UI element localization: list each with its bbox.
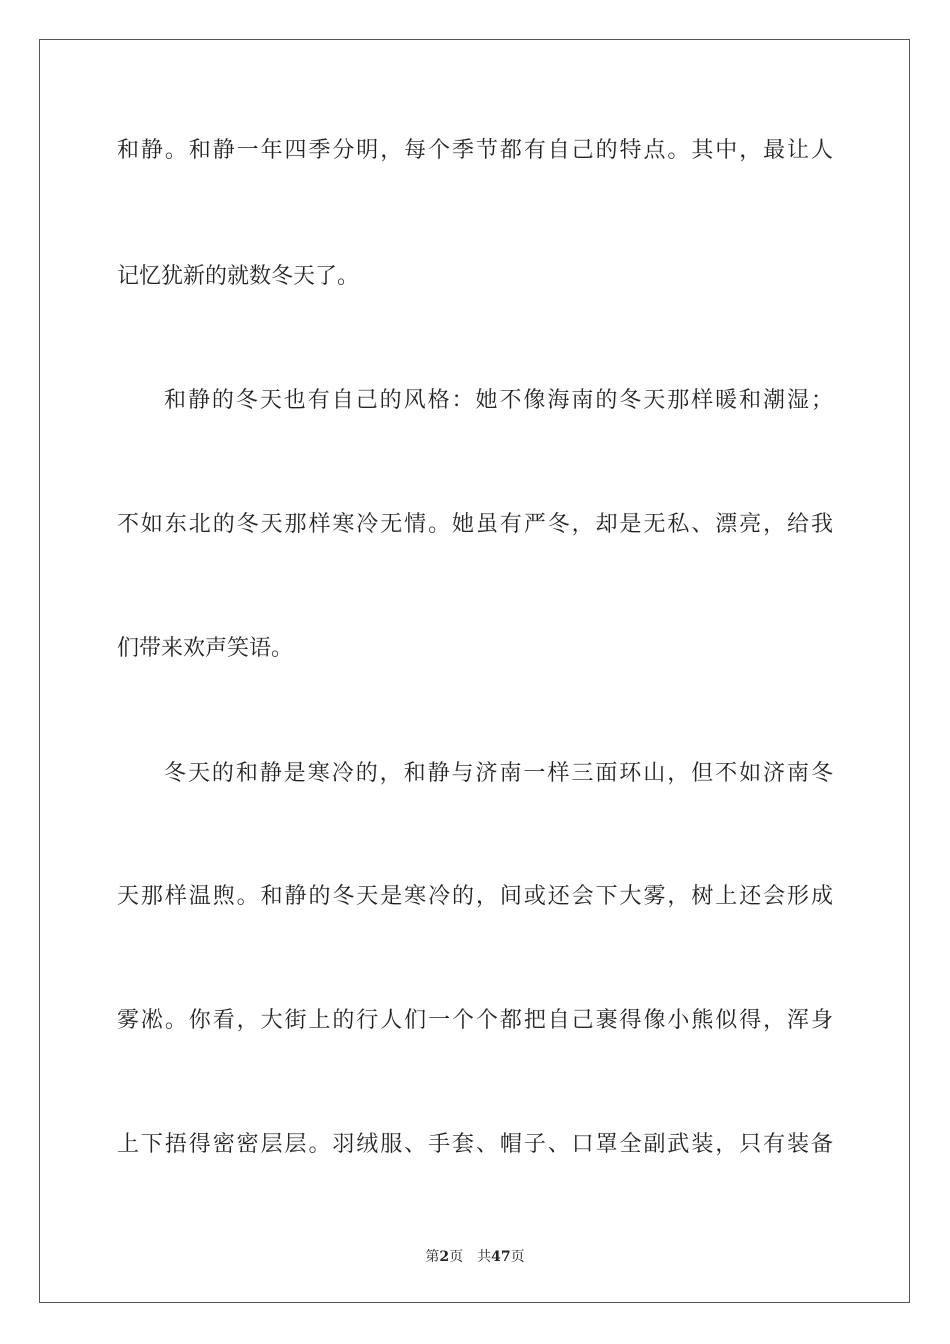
- page-frame: [39, 39, 910, 1303]
- paragraph-line: 冬天的和静是寒冷的，和静与济南一样三面环山，但不如济南冬: [164, 761, 833, 786]
- page-number: 2: [439, 1249, 450, 1265]
- paragraph-line: 雾凇。你看，大街上的行人们一个个都把自己裹得像小熊似得，浑身: [117, 1008, 833, 1033]
- paragraph-line: 上下捂得密密层层。羽绒服、手套、帽子、口罩全副武装，只有装备: [117, 1132, 833, 1157]
- page-footer: [0, 1246, 950, 1266]
- paragraph-line: 不如东北的冬天那样寒冷无情。她虽有严冬，却是无私、漂亮，给我: [117, 512, 833, 537]
- page-prefix: 第: [425, 1249, 440, 1265]
- paragraph-line: 们带来欢声笑语。: [117, 636, 294, 661]
- total-suffix: 页: [510, 1249, 525, 1265]
- paragraph-line: 记忆犹新的就数冬天了。: [117, 264, 360, 289]
- paragraph-line: 天那样温煦。和静的冬天是寒冷的，间或还会下大雾，树上还会形成: [117, 884, 833, 909]
- page-suffix: 页: [449, 1249, 464, 1265]
- paragraph-line: 和静的冬天也有自己的风格：她不像海南的冬天那样暖和潮湿；: [164, 388, 833, 413]
- paragraph-line: 和静。和静一年四季分明，每个季节都有自己的特点。其中，最让人: [117, 138, 833, 163]
- total-prefix: 共: [477, 1249, 492, 1265]
- total-pages: 47: [491, 1249, 511, 1265]
